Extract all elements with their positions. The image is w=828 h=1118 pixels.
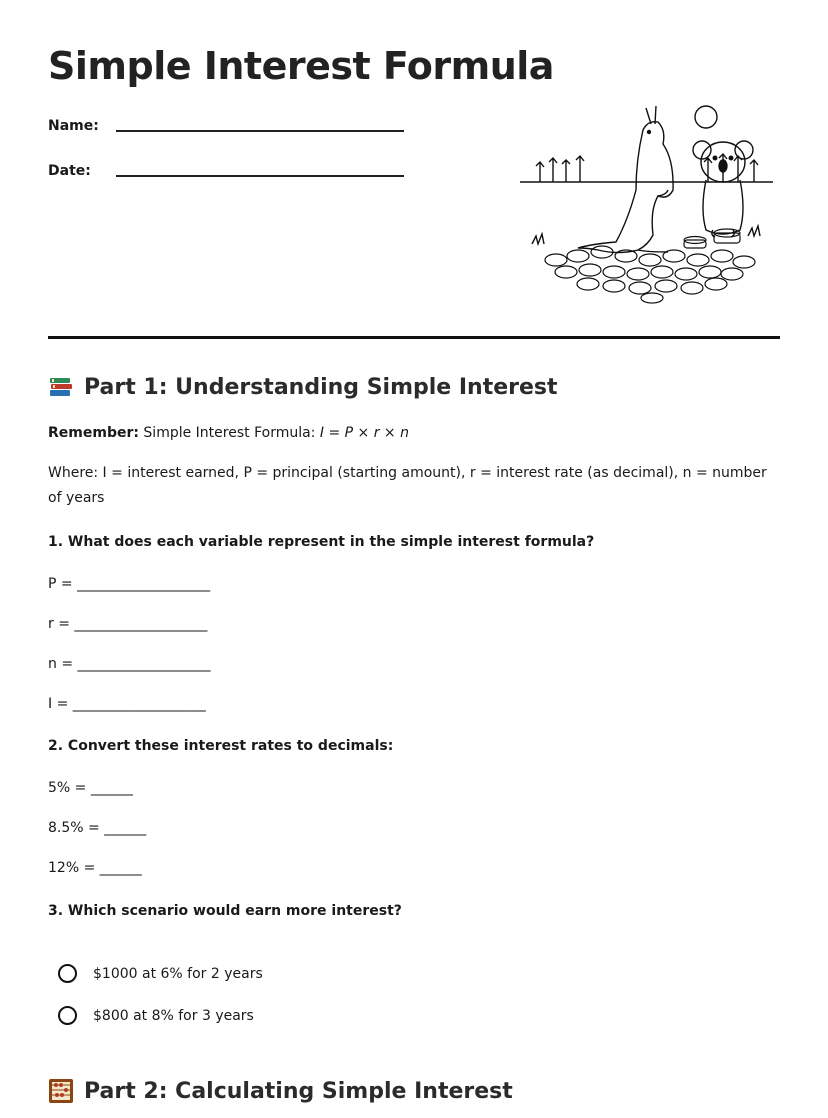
section-divider (48, 336, 780, 339)
q1-item-n[interactable]: n = ___________________ (48, 656, 211, 672)
books-icon (48, 374, 74, 400)
remember-line (48, 421, 409, 446)
q2-item-3[interactable]: 12% = ______ (48, 860, 142, 876)
part2-heading (48, 1078, 513, 1104)
remember-text: Simple Interest Formula: (138, 425, 320, 441)
formula-text: I = P × r × n (319, 425, 409, 441)
q1-item-p[interactable]: P = ___________________ (48, 576, 211, 592)
date-field (48, 163, 91, 179)
question-3: 3. Which scenario would earn more interest? (48, 903, 402, 919)
q3-option-2-label: $800 at 8% for 3 years (93, 1007, 254, 1024)
kangaroo-koala-coins-illustration (518, 100, 778, 305)
radio-button[interactable] (58, 1006, 77, 1025)
where-text: Where: I = interest earned, P = principal (starting amount), r = interest rate (as decimal), n = number of years (48, 465, 767, 506)
q2-item-2[interactable]: 8.5% = ______ (48, 820, 147, 836)
part2-heading-text: Part 2: Calculating Simple Interest (84, 1078, 513, 1104)
date-input-line[interactable] (116, 175, 404, 177)
abacus-icon (48, 1078, 74, 1104)
q1-item-i[interactable]: I = ___________________ (48, 696, 206, 712)
date-label: Date: (48, 163, 91, 179)
name-label: Name: (48, 118, 99, 134)
q2-item-1[interactable]: 5% = ______ (48, 780, 133, 796)
part1-heading (48, 374, 558, 400)
name-input-line[interactable] (116, 130, 404, 132)
question-1: 1. What does each variable represent in the simple interest formula? (48, 534, 595, 550)
q1-item-r[interactable]: r = ___________________ (48, 616, 208, 632)
q3-option-1-label: $1000 at 6% for 2 years (93, 965, 263, 982)
remember-label: Remember: (48, 425, 139, 441)
question-2: 2. Convert these interest rates to decimals: (48, 738, 394, 754)
page-title: Simple Interest Formula (48, 44, 554, 88)
q3-option-1[interactable] (58, 964, 263, 983)
radio-button[interactable] (58, 964, 77, 983)
name-field (48, 118, 99, 134)
q3-option-2[interactable] (58, 1006, 254, 1025)
part1-heading-text: Part 1: Understanding Simple Interest (84, 374, 558, 400)
